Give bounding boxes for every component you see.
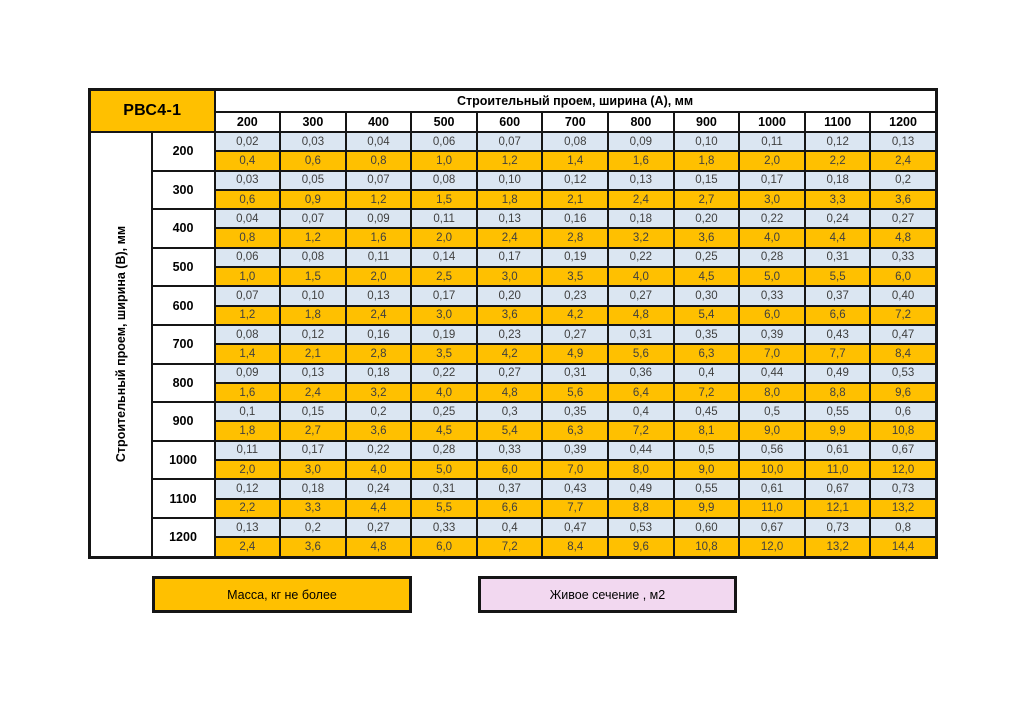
mass-cell: 1,2 xyxy=(346,190,412,209)
column-header: 300 xyxy=(280,112,346,132)
group-header-row xyxy=(90,90,937,113)
section-cell: 0,61 xyxy=(739,479,805,498)
section-cell: 0,08 xyxy=(215,325,281,344)
mass-cell: 8,8 xyxy=(805,383,871,402)
section-cell: 0,33 xyxy=(411,518,477,537)
section-cell: 0,4 xyxy=(608,402,674,421)
section-row xyxy=(90,132,937,151)
mass-cell: 9,6 xyxy=(608,537,674,557)
section-cell: 0,07 xyxy=(280,209,346,228)
mass-row xyxy=(90,228,937,247)
section-row xyxy=(90,402,937,421)
mass-cell: 8,1 xyxy=(674,421,740,440)
section-cell: 0,18 xyxy=(608,209,674,228)
mass-cell: 6,6 xyxy=(477,499,543,518)
mass-cell: 5,0 xyxy=(739,267,805,286)
section-cell: 0,07 xyxy=(477,132,543,151)
mass-cell: 2,0 xyxy=(215,460,281,479)
mass-cell: 2,1 xyxy=(280,344,346,363)
section-cell: 0,18 xyxy=(280,479,346,498)
section-cell: 0,4 xyxy=(674,364,740,383)
mass-cell: 7,2 xyxy=(608,421,674,440)
mass-cell: 6,4 xyxy=(608,383,674,402)
section-row xyxy=(90,209,937,228)
section-cell: 0,19 xyxy=(411,325,477,344)
column-header: 200 xyxy=(215,112,281,132)
mass-cell: 1,0 xyxy=(411,151,477,170)
mass-cell: 4,8 xyxy=(608,306,674,325)
mass-cell: 4,4 xyxy=(346,499,412,518)
mass-cell: 11,0 xyxy=(805,460,871,479)
section-cell: 0,13 xyxy=(608,171,674,190)
section-cell: 0,40 xyxy=(870,286,936,305)
mass-cell: 1,6 xyxy=(215,383,281,402)
column-header: 1100 xyxy=(805,112,871,132)
mass-cell: 0,6 xyxy=(280,151,346,170)
mass-cell: 6,0 xyxy=(477,460,543,479)
mass-cell: 0,4 xyxy=(215,151,281,170)
column-header: 1200 xyxy=(870,112,936,132)
section-cell: 0,31 xyxy=(805,248,871,267)
mass-cell: 0,9 xyxy=(280,190,346,209)
mass-row xyxy=(90,151,937,170)
row-label: 500 xyxy=(152,248,215,287)
mass-cell: 2,8 xyxy=(542,228,608,247)
mass-cell: 3,3 xyxy=(280,499,346,518)
section-cell: 0,03 xyxy=(215,171,281,190)
mass-cell: 6,3 xyxy=(674,344,740,363)
column-header: 700 xyxy=(542,112,608,132)
section-cell: 0,17 xyxy=(411,286,477,305)
section-cell: 0,30 xyxy=(674,286,740,305)
section-cell: 0,31 xyxy=(411,479,477,498)
mass-cell: 5,5 xyxy=(411,499,477,518)
mass-cell: 9,9 xyxy=(805,421,871,440)
mass-cell: 8,8 xyxy=(608,499,674,518)
mass-cell: 2,0 xyxy=(411,228,477,247)
mass-cell: 3,6 xyxy=(870,190,936,209)
section-cell: 0,16 xyxy=(346,325,412,344)
section-cell: 0,67 xyxy=(870,441,936,460)
mass-cell: 1,4 xyxy=(215,344,281,363)
section-cell: 0,16 xyxy=(542,209,608,228)
section-cell: 0,35 xyxy=(674,325,740,344)
section-row xyxy=(90,441,937,460)
row-label: 1000 xyxy=(152,441,215,480)
section-cell: 0,39 xyxy=(739,325,805,344)
section-cell: 0,09 xyxy=(608,132,674,151)
section-cell: 0,08 xyxy=(280,248,346,267)
section-cell: 0,3 xyxy=(477,402,543,421)
section-cell: 0,33 xyxy=(477,441,543,460)
section-cell: 0,55 xyxy=(674,479,740,498)
mass-row xyxy=(90,537,937,557)
mass-cell: 8,4 xyxy=(542,537,608,557)
section-cell: 0,18 xyxy=(346,364,412,383)
mass-cell: 3,3 xyxy=(805,190,871,209)
mass-cell: 2,7 xyxy=(280,421,346,440)
mass-cell: 3,6 xyxy=(280,537,346,557)
section-cell: 0,53 xyxy=(608,518,674,537)
mass-cell: 10,8 xyxy=(674,537,740,557)
model-cell: РВС4-1 xyxy=(90,90,215,133)
section-cell: 0,13 xyxy=(477,209,543,228)
mass-cell: 12,0 xyxy=(739,537,805,557)
section-cell: 0,22 xyxy=(346,441,412,460)
mass-cell: 4,0 xyxy=(346,460,412,479)
mass-cell: 5,0 xyxy=(411,460,477,479)
section-cell: 0,15 xyxy=(674,171,740,190)
section-cell: 0,4 xyxy=(477,518,543,537)
mass-cell: 2,1 xyxy=(542,190,608,209)
mass-cell: 0,8 xyxy=(346,151,412,170)
section-cell: 0,11 xyxy=(215,441,281,460)
mass-cell: 4,5 xyxy=(411,421,477,440)
mass-cell: 2,7 xyxy=(674,190,740,209)
mass-cell: 3,0 xyxy=(411,306,477,325)
section-cell: 0,09 xyxy=(346,209,412,228)
mass-cell: 2,4 xyxy=(477,228,543,247)
row-label: 900 xyxy=(152,402,215,441)
mass-cell: 1,8 xyxy=(215,421,281,440)
mass-cell: 2,4 xyxy=(215,537,281,557)
mass-cell: 1,2 xyxy=(215,306,281,325)
row-label: 300 xyxy=(152,171,215,210)
section-cell: 0,23 xyxy=(477,325,543,344)
section-cell: 0,12 xyxy=(805,132,871,151)
section-cell: 0,67 xyxy=(805,479,871,498)
mass-cell: 2,0 xyxy=(346,267,412,286)
section-cell: 0,11 xyxy=(411,209,477,228)
section-cell: 0,13 xyxy=(215,518,281,537)
section-cell: 0,73 xyxy=(870,479,936,498)
mass-cell: 5,4 xyxy=(674,306,740,325)
mass-cell: 4,5 xyxy=(674,267,740,286)
mass-cell: 2,4 xyxy=(608,190,674,209)
section-cell: 0,1 xyxy=(215,402,281,421)
mass-cell: 4,8 xyxy=(870,228,936,247)
mass-cell: 7,2 xyxy=(477,537,543,557)
section-cell: 0,10 xyxy=(674,132,740,151)
section-cell: 0,27 xyxy=(477,364,543,383)
section-cell: 0,44 xyxy=(739,364,805,383)
section-cell: 0,12 xyxy=(542,171,608,190)
row-group-header-cell xyxy=(90,132,152,557)
section-cell: 0,8 xyxy=(870,518,936,537)
col-group-header: Строительный проем, ширина (А), мм xyxy=(215,90,937,113)
mass-cell: 9,9 xyxy=(674,499,740,518)
mass-cell: 1,8 xyxy=(477,190,543,209)
section-cell: 0,6 xyxy=(870,402,936,421)
mass-row xyxy=(90,460,937,479)
column-header: 600 xyxy=(477,112,543,132)
mass-row xyxy=(90,190,937,209)
section-cell: 0,04 xyxy=(215,209,281,228)
row-group-header-label: Строительный проем, ширина (В), мм xyxy=(113,226,128,463)
mass-cell: 6,0 xyxy=(739,306,805,325)
mass-cell: 4,4 xyxy=(805,228,871,247)
section-cell: 0,55 xyxy=(805,402,871,421)
section-cell: 0,13 xyxy=(280,364,346,383)
mass-cell: 9,0 xyxy=(739,421,805,440)
section-cell: 0,33 xyxy=(870,248,936,267)
mass-cell: 13,2 xyxy=(805,537,871,557)
mass-cell: 10,0 xyxy=(739,460,805,479)
mass-cell: 4,8 xyxy=(346,537,412,557)
mass-cell: 10,8 xyxy=(870,421,936,440)
section-cell: 0,19 xyxy=(542,248,608,267)
spec-table xyxy=(88,88,938,559)
section-cell: 0,14 xyxy=(411,248,477,267)
section-cell: 0,73 xyxy=(805,518,871,537)
section-cell: 0,31 xyxy=(542,364,608,383)
section-cell: 0,28 xyxy=(411,441,477,460)
mass-cell: 3,6 xyxy=(674,228,740,247)
section-cell: 0,2 xyxy=(280,518,346,537)
mass-row xyxy=(90,499,937,518)
mass-cell: 1,2 xyxy=(477,151,543,170)
mass-cell: 8,0 xyxy=(608,460,674,479)
mass-cell: 6,0 xyxy=(870,267,936,286)
section-cell: 0,27 xyxy=(346,518,412,537)
section-row xyxy=(90,479,937,498)
section-cell: 0,49 xyxy=(608,479,674,498)
mass-cell: 1,8 xyxy=(280,306,346,325)
section-row xyxy=(90,171,937,190)
section-cell: 0,2 xyxy=(870,171,936,190)
mass-cell: 7,2 xyxy=(674,383,740,402)
section-cell: 0,61 xyxy=(805,441,871,460)
mass-cell: 3,5 xyxy=(542,267,608,286)
mass-cell: 9,6 xyxy=(870,383,936,402)
mass-cell: 4,0 xyxy=(411,383,477,402)
section-cell: 0,2 xyxy=(346,402,412,421)
mass-cell: 7,0 xyxy=(739,344,805,363)
section-cell: 0,22 xyxy=(608,248,674,267)
mass-cell: 1,0 xyxy=(215,267,281,286)
mass-cell: 14,4 xyxy=(870,537,936,557)
mass-cell: 3,0 xyxy=(280,460,346,479)
section-row xyxy=(90,325,937,344)
legend-section-label: Живое сечение , м2 xyxy=(549,587,666,602)
mass-cell: 13,2 xyxy=(870,499,936,518)
mass-cell: 3,0 xyxy=(477,267,543,286)
section-row xyxy=(90,518,937,537)
mass-cell: 11,0 xyxy=(739,499,805,518)
section-cell: 0,10 xyxy=(280,286,346,305)
section-cell: 0,43 xyxy=(542,479,608,498)
mass-cell: 0,8 xyxy=(215,228,281,247)
section-cell: 0,47 xyxy=(542,518,608,537)
mass-cell: 6,6 xyxy=(805,306,871,325)
mass-cell: 1,4 xyxy=(542,151,608,170)
section-cell: 0,45 xyxy=(674,402,740,421)
section-cell: 0,11 xyxy=(346,248,412,267)
section-cell: 0,49 xyxy=(805,364,871,383)
section-cell: 0,27 xyxy=(608,286,674,305)
row-label: 400 xyxy=(152,209,215,248)
section-cell: 0,31 xyxy=(608,325,674,344)
section-cell: 0,24 xyxy=(346,479,412,498)
section-cell: 0,56 xyxy=(739,441,805,460)
row-label: 1200 xyxy=(152,518,215,557)
mass-cell: 2,2 xyxy=(215,499,281,518)
column-header: 400 xyxy=(346,112,412,132)
mass-cell: 3,5 xyxy=(411,344,477,363)
section-cell: 0,35 xyxy=(542,402,608,421)
mass-cell: 12,0 xyxy=(870,460,936,479)
section-row xyxy=(90,248,937,267)
mass-row xyxy=(90,267,937,286)
section-cell: 0,06 xyxy=(411,132,477,151)
section-cell: 0,37 xyxy=(805,286,871,305)
mass-cell: 1,6 xyxy=(346,228,412,247)
section-cell: 0,36 xyxy=(608,364,674,383)
section-cell: 0,07 xyxy=(215,286,281,305)
mass-cell: 7,0 xyxy=(542,460,608,479)
row-label: 200 xyxy=(152,132,215,171)
section-cell: 0,47 xyxy=(870,325,936,344)
mass-cell: 12,1 xyxy=(805,499,871,518)
mass-cell: 5,4 xyxy=(477,421,543,440)
section-cell: 0,25 xyxy=(674,248,740,267)
section-cell: 0,06 xyxy=(215,248,281,267)
section-cell: 0,17 xyxy=(477,248,543,267)
section-cell: 0,23 xyxy=(542,286,608,305)
section-cell: 0,11 xyxy=(739,132,805,151)
mass-cell: 2,4 xyxy=(346,306,412,325)
section-cell: 0,37 xyxy=(477,479,543,498)
section-cell: 0,17 xyxy=(739,171,805,190)
legend-section xyxy=(478,576,737,613)
mass-cell: 7,2 xyxy=(870,306,936,325)
section-cell: 0,15 xyxy=(280,402,346,421)
section-cell: 0,44 xyxy=(608,441,674,460)
legend-mass-label: Масса, кг не более xyxy=(227,587,337,602)
section-cell: 0,33 xyxy=(739,286,805,305)
mass-cell: 0,6 xyxy=(215,190,281,209)
section-cell: 0,20 xyxy=(674,209,740,228)
mass-cell: 2,2 xyxy=(805,151,871,170)
section-cell: 0,53 xyxy=(870,364,936,383)
section-cell: 0,02 xyxy=(215,132,281,151)
mass-cell: 2,4 xyxy=(870,151,936,170)
mass-row xyxy=(90,421,937,440)
mass-cell: 2,4 xyxy=(280,383,346,402)
mass-cell: 1,5 xyxy=(411,190,477,209)
mass-cell: 4,0 xyxy=(739,228,805,247)
column-headers-row xyxy=(90,112,937,132)
mass-cell: 7,7 xyxy=(805,344,871,363)
table-body xyxy=(90,132,937,557)
mass-cell: 1,5 xyxy=(280,267,346,286)
section-cell: 0,20 xyxy=(477,286,543,305)
section-cell: 0,05 xyxy=(280,171,346,190)
mass-cell: 3,2 xyxy=(346,383,412,402)
section-cell: 0,13 xyxy=(870,132,936,151)
mass-cell: 3,2 xyxy=(608,228,674,247)
section-cell: 0,28 xyxy=(739,248,805,267)
section-cell: 0,04 xyxy=(346,132,412,151)
section-cell: 0,5 xyxy=(739,402,805,421)
mass-cell: 7,7 xyxy=(542,499,608,518)
mass-cell: 8,0 xyxy=(739,383,805,402)
section-cell: 0,13 xyxy=(346,286,412,305)
mass-cell: 6,3 xyxy=(542,421,608,440)
section-cell: 0,17 xyxy=(280,441,346,460)
mass-cell: 2,8 xyxy=(346,344,412,363)
legend-mass xyxy=(152,576,412,613)
row-label: 700 xyxy=(152,325,215,364)
section-cell: 0,60 xyxy=(674,518,740,537)
mass-cell: 1,2 xyxy=(280,228,346,247)
section-cell: 0,27 xyxy=(870,209,936,228)
row-label: 1100 xyxy=(152,479,215,518)
column-header: 500 xyxy=(411,112,477,132)
mass-cell: 2,0 xyxy=(739,151,805,170)
mass-cell: 5,6 xyxy=(542,383,608,402)
section-cell: 0,10 xyxy=(477,171,543,190)
section-cell: 0,08 xyxy=(542,132,608,151)
mass-row xyxy=(90,383,937,402)
section-row xyxy=(90,364,937,383)
mass-cell: 3,6 xyxy=(346,421,412,440)
mass-cell: 3,0 xyxy=(739,190,805,209)
mass-cell: 4,8 xyxy=(477,383,543,402)
section-cell: 0,67 xyxy=(739,518,805,537)
mass-cell: 8,4 xyxy=(870,344,936,363)
mass-cell: 9,0 xyxy=(674,460,740,479)
section-cell: 0,07 xyxy=(346,171,412,190)
mass-cell: 1,6 xyxy=(608,151,674,170)
column-header: 800 xyxy=(608,112,674,132)
mass-cell: 1,8 xyxy=(674,151,740,170)
section-cell: 0,09 xyxy=(215,364,281,383)
mass-cell: 4,9 xyxy=(542,344,608,363)
section-cell: 0,43 xyxy=(805,325,871,344)
mass-cell: 4,0 xyxy=(608,267,674,286)
section-cell: 0,25 xyxy=(411,402,477,421)
section-row xyxy=(90,286,937,305)
section-cell: 0,22 xyxy=(411,364,477,383)
section-cell: 0,03 xyxy=(280,132,346,151)
mass-cell: 3,6 xyxy=(477,306,543,325)
row-label: 600 xyxy=(152,286,215,325)
column-header: 1000 xyxy=(739,112,805,132)
mass-cell: 2,5 xyxy=(411,267,477,286)
section-cell: 0,12 xyxy=(280,325,346,344)
mass-row xyxy=(90,306,937,325)
column-header: 900 xyxy=(674,112,740,132)
section-cell: 0,12 xyxy=(215,479,281,498)
section-cell: 0,08 xyxy=(411,171,477,190)
section-cell: 0,39 xyxy=(542,441,608,460)
mass-cell: 5,5 xyxy=(805,267,871,286)
section-cell: 0,27 xyxy=(542,325,608,344)
section-cell: 0,22 xyxy=(739,209,805,228)
mass-cell: 4,2 xyxy=(542,306,608,325)
section-cell: 0,24 xyxy=(805,209,871,228)
mass-row xyxy=(90,344,937,363)
row-label: 800 xyxy=(152,364,215,403)
mass-cell: 5,6 xyxy=(608,344,674,363)
mass-cell: 6,0 xyxy=(411,537,477,557)
section-cell: 0,5 xyxy=(674,441,740,460)
mass-cell: 4,2 xyxy=(477,344,543,363)
section-cell: 0,18 xyxy=(805,171,871,190)
